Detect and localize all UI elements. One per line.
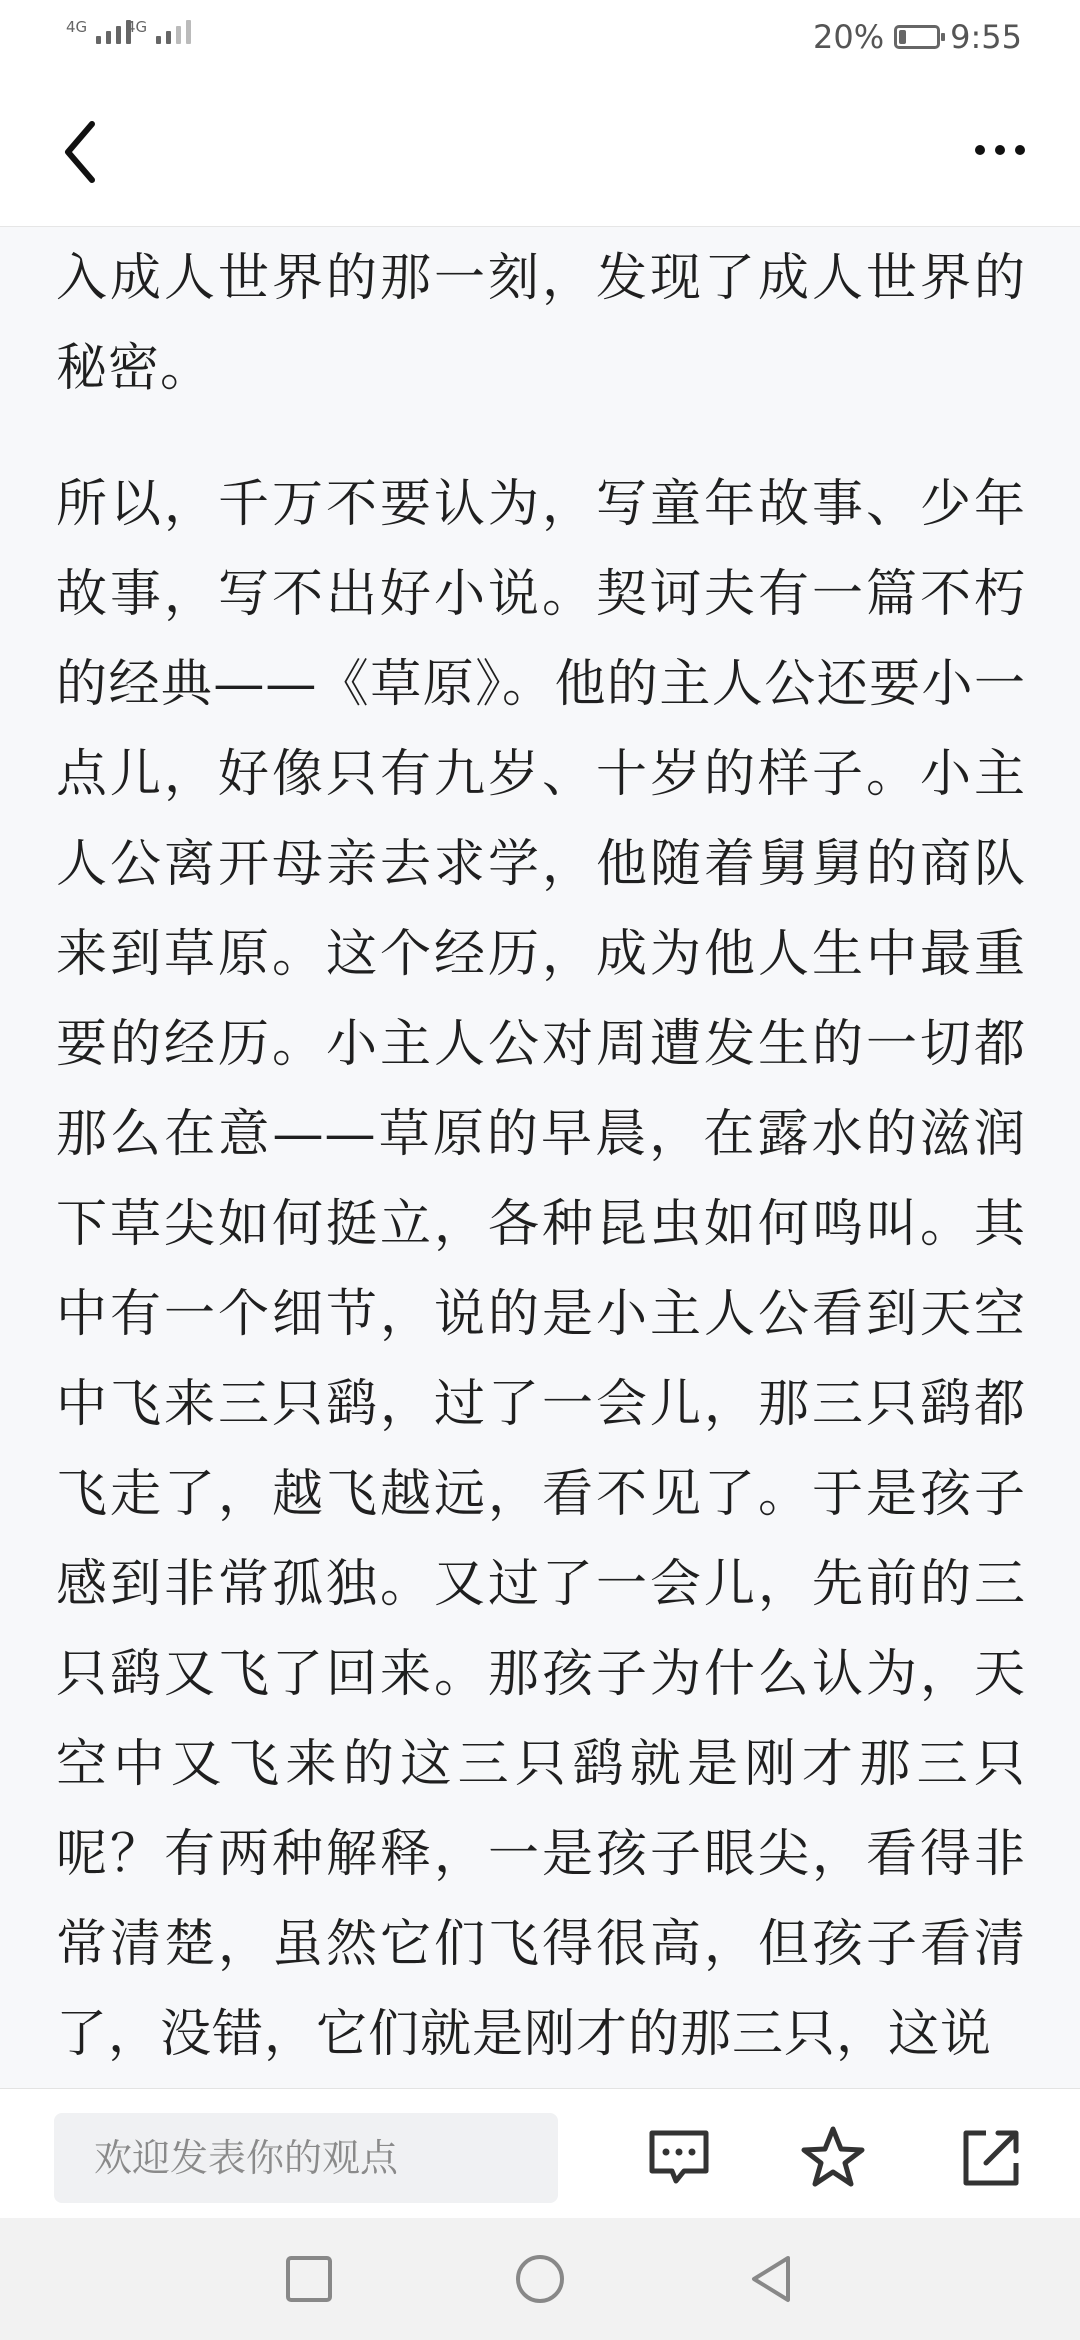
comment-icon (644, 2123, 714, 2193)
more-dot (975, 145, 985, 155)
signal-2-icon (126, 20, 191, 44)
share-button[interactable] (956, 2123, 1026, 2193)
more-button[interactable] (960, 128, 1040, 172)
chevron-left-icon (48, 112, 118, 192)
comment-button[interactable] (644, 2123, 714, 2193)
recents-square-icon (282, 2252, 336, 2306)
network-type-2: 4G (126, 18, 148, 36)
network-type-1: 4G (66, 18, 88, 36)
recents-button[interactable] (282, 2252, 336, 2306)
battery-percent: 20% (813, 18, 885, 56)
home-circle-icon (513, 2252, 567, 2306)
battery-icon (894, 25, 940, 49)
system-back-button[interactable] (744, 2252, 798, 2306)
star-icon (798, 2123, 868, 2193)
more-dot (1015, 145, 1025, 155)
share-icon (956, 2123, 1026, 2193)
article-body (56, 234, 1026, 2086)
system-nav-bar (0, 2218, 1080, 2340)
status-bar (0, 0, 1080, 76)
back-triangle-icon (744, 2252, 798, 2306)
clock: 9:55 (950, 18, 1022, 56)
favorite-button[interactable] (798, 2123, 868, 2193)
home-button[interactable] (513, 2252, 567, 2306)
signal-1-icon (66, 20, 131, 44)
article-paragraph: 所以，千万不要认为，写童年故事、少年故事，写不出好小说。契诃夫有一篇不朽的经典——《草原》。他的主人公还要小一点儿，好像只有九岁、十岁的样子。小主人公离开母亲去求学，他随着舅舅的商队来到草原。这个经历，成为他人生中最重要的经历。小主人公对周遭发生的一切都那么在意——草原的早晨，在露水的滋润下草尖如何挺立，各种昆虫如何鸣叫。其中有一个细节，说的是小主人公看到天空中飞来三只鹞，过了一会儿，那三只鹞都飞走了，越飞越远，看不见了。于是孩子感到非常孤独。又过了一会儿，先前的三只鹞又飞了回来。那孩子为什么认为，天空中又飞来的这三只鹞就是刚才那三只呢？有两种解释，一是孩子眼尖，看得非常清楚，虽然它们飞得很高，但孩子看清了，没错，它们就是刚才的那三只，这说 (56, 475, 1026, 2064)
more-dot (995, 145, 1005, 155)
status-right (813, 18, 1022, 56)
bottom-action-bar (0, 2088, 1080, 2219)
back-button[interactable] (48, 112, 118, 192)
article-paragraph: 入成人世界的那一刻，发现了成人世界的秘密。 (56, 249, 1026, 398)
top-nav (0, 76, 1080, 227)
comment-input[interactable] (54, 2113, 558, 2203)
